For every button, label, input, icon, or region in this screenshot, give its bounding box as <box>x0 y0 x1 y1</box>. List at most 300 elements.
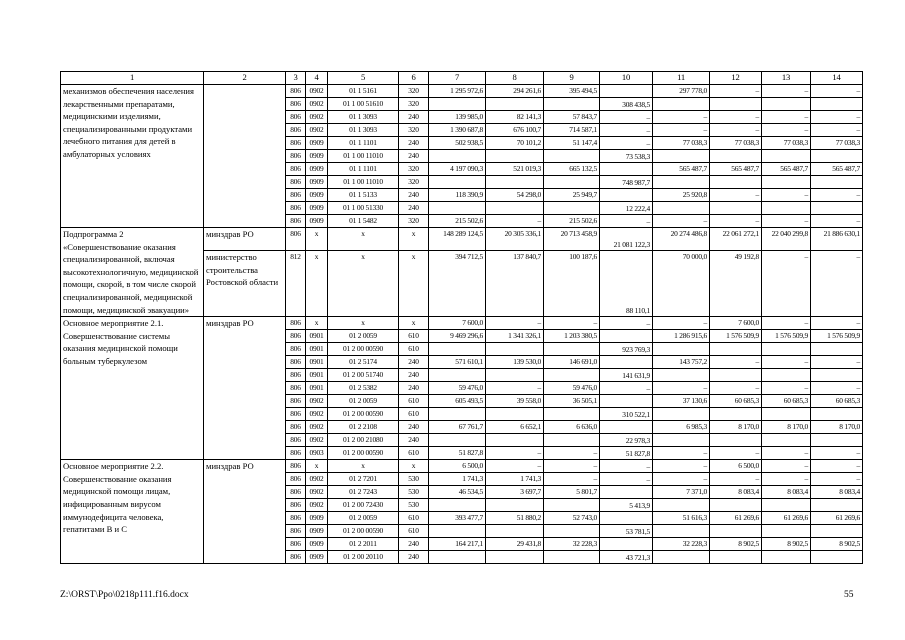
table-cell <box>486 98 544 111</box>
table-cell <box>653 551 710 564</box>
table-cell: x <box>328 317 399 330</box>
column-number-header: 1 <box>61 72 204 85</box>
table-cell: 57 843,7 <box>544 111 600 124</box>
table-cell: x <box>306 228 328 251</box>
table-cell: 806 <box>286 434 306 447</box>
table-cell: 01 1 3093 <box>328 111 399 124</box>
table-cell: 565 487,7 <box>710 163 762 176</box>
table-cell: 51 147,4 <box>544 137 600 150</box>
column-number-header: 8 <box>486 72 544 85</box>
page-number: 55 <box>844 590 854 600</box>
table-cell <box>762 434 811 447</box>
table-cell <box>762 408 811 421</box>
table-cell: 21 081 122,3 <box>600 228 653 251</box>
table-cell <box>762 176 811 189</box>
column-number-header: 6 <box>399 72 429 85</box>
table-cell: 01 1 5161 <box>328 85 399 98</box>
table-cell: 51 827,8 <box>600 447 653 460</box>
table-cell: 7 600,0 <box>429 317 486 330</box>
table-cell: 610 <box>399 330 429 343</box>
table-cell: 8 083,4 <box>762 486 811 499</box>
table-cell <box>600 538 653 551</box>
column-number-header: 5 <box>328 72 399 85</box>
table-cell: – <box>600 124 653 137</box>
table-cell: – <box>710 189 762 202</box>
table-cell: 806 <box>286 228 306 251</box>
column-number-header: 11 <box>653 72 710 85</box>
table-cell <box>544 343 600 356</box>
table-cell: 37 130,6 <box>653 395 710 408</box>
table-cell: 806 <box>286 473 306 486</box>
table-cell: 1 286 915,6 <box>653 330 710 343</box>
table-cell: 521 019,3 <box>486 163 544 176</box>
table-cell: 6 985,3 <box>653 421 710 434</box>
table-cell <box>544 434 600 447</box>
table-cell: – <box>811 215 863 228</box>
table-cell: 54 298,0 <box>486 189 544 202</box>
table-cell: 01 1 1101 <box>328 163 399 176</box>
table-cell: 01 2 00 00590 <box>328 525 399 538</box>
table-cell: 5 801,7 <box>544 486 600 499</box>
table-cell: – <box>600 215 653 228</box>
table-cell: – <box>762 382 811 395</box>
table-cell: 320 <box>399 98 429 111</box>
program-title-cell: Основное мероприятие 2.2. Совершенствование оказания медицинской помощи лицам, инфицированным вирусом иммунодефицита человека, гепатитами B и C <box>61 460 204 564</box>
table-row <box>61 460 863 473</box>
table-cell: – <box>762 251 811 317</box>
table-cell <box>429 499 486 512</box>
table-cell: 1 390 687,8 <box>429 124 486 137</box>
table-cell: – <box>762 189 811 202</box>
table-cell: – <box>811 382 863 395</box>
table-cell: x <box>328 251 399 317</box>
table-cell <box>544 150 600 163</box>
table-cell: 8 902,5 <box>811 538 863 551</box>
table-cell: – <box>811 460 863 473</box>
table-cell <box>544 176 600 189</box>
table-cell: 52 743,0 <box>544 512 600 525</box>
table-cell: 70 000,0 <box>653 251 710 317</box>
table-cell: 320 <box>399 215 429 228</box>
table-cell: 1 576 509,9 <box>811 330 863 343</box>
table-cell: 7 600,0 <box>710 317 762 330</box>
table-cell: 100 187,6 <box>544 251 600 317</box>
table-cell: 60 685,3 <box>710 395 762 408</box>
table-cell <box>600 85 653 98</box>
table-cell <box>544 202 600 215</box>
table-cell: 0903 <box>306 447 328 460</box>
table-cell <box>544 369 600 382</box>
table-cell: 88 110,1 <box>600 251 653 317</box>
table-cell: 0902 <box>306 421 328 434</box>
executor-cell: минздрав РО <box>204 317 286 460</box>
table-cell <box>486 551 544 564</box>
table-cell <box>486 525 544 538</box>
table-cell: 0909 <box>306 150 328 163</box>
table-cell: – <box>544 473 600 486</box>
table-cell: 51 827,8 <box>429 447 486 460</box>
table-cell: 0909 <box>306 189 328 202</box>
table-cell: 806 <box>286 317 306 330</box>
table-cell <box>710 202 762 215</box>
table-cell <box>762 369 811 382</box>
table-cell <box>544 408 600 421</box>
table-cell: – <box>653 460 710 473</box>
table-cell: – <box>600 317 653 330</box>
table-cell <box>710 150 762 163</box>
table-cell: – <box>762 356 811 369</box>
table-cell: 240 <box>399 421 429 434</box>
table-cell: 0909 <box>306 512 328 525</box>
table-cell: 806 <box>286 447 306 460</box>
table-cell: x <box>306 460 328 473</box>
table-cell <box>486 434 544 447</box>
table-cell <box>710 551 762 564</box>
column-number-header: 10 <box>600 72 653 85</box>
table-cell: 502 938,5 <box>429 137 486 150</box>
table-cell: – <box>653 111 710 124</box>
column-number-header: 13 <box>762 72 811 85</box>
table-cell: 12 222,4 <box>600 202 653 215</box>
table-cell <box>762 202 811 215</box>
table-cell: – <box>762 124 811 137</box>
table-cell: 806 <box>286 421 306 434</box>
table-cell: 806 <box>286 512 306 525</box>
table-cell: – <box>544 317 600 330</box>
table-cell: 01 2 7201 <box>328 473 399 486</box>
table-cell: – <box>486 460 544 473</box>
table-cell: – <box>653 124 710 137</box>
table-cell: – <box>486 215 544 228</box>
table-cell: 294 261,6 <box>486 85 544 98</box>
table-cell: 01 1 00 51610 <box>328 98 399 111</box>
table-cell: 676 100,7 <box>486 124 544 137</box>
table-cell: 1 741,3 <box>429 473 486 486</box>
table-cell <box>811 343 863 356</box>
table-cell <box>486 343 544 356</box>
program-title-cell: механизмов обеспечения населения лекарственными препаратами, медицинскими изделиями, специализированными продуктами лечебного питания для детей в амбулаторных условиях <box>61 85 204 228</box>
table-cell <box>762 525 811 538</box>
table-cell <box>653 343 710 356</box>
table-cell: 32 228,3 <box>544 538 600 551</box>
table-cell: 77 038,3 <box>762 137 811 150</box>
table-cell: – <box>600 460 653 473</box>
table-cell: 240 <box>399 538 429 551</box>
table-cell: 25 949,7 <box>544 189 600 202</box>
table-cell <box>710 343 762 356</box>
table-cell <box>710 176 762 189</box>
table-cell: 0909 <box>306 215 328 228</box>
table-cell <box>486 202 544 215</box>
table-cell <box>429 434 486 447</box>
table-cell <box>762 343 811 356</box>
budget-table <box>60 71 863 564</box>
table-cell: – <box>710 124 762 137</box>
table-cell: – <box>811 85 863 98</box>
table-cell: 148 289 124,5 <box>429 228 486 251</box>
executor-cell: минздрав РО <box>204 228 286 251</box>
table-cell: 20 274 486,8 <box>653 228 710 251</box>
table-cell: 139 985,0 <box>429 111 486 124</box>
table-cell: – <box>544 447 600 460</box>
table-cell: – <box>600 473 653 486</box>
table-cell: – <box>811 447 863 460</box>
table-cell: – <box>486 447 544 460</box>
table-cell <box>653 369 710 382</box>
table-cell <box>486 369 544 382</box>
table-cell: 806 <box>286 551 306 564</box>
table-cell <box>762 551 811 564</box>
table-cell: 806 <box>286 525 306 538</box>
table-cell <box>544 525 600 538</box>
table-cell: – <box>653 473 710 486</box>
table-cell: 1 741,3 <box>486 473 544 486</box>
table-cell: 82 141,3 <box>486 111 544 124</box>
table-cell: 137 840,7 <box>486 251 544 317</box>
table-cell <box>653 98 710 111</box>
table-cell: 77 038,3 <box>653 137 710 150</box>
table-cell <box>811 369 863 382</box>
table-cell: 215 502,6 <box>429 215 486 228</box>
table-cell: 240 <box>399 382 429 395</box>
table-cell: 77 038,3 <box>811 137 863 150</box>
table-cell: 240 <box>399 189 429 202</box>
table-cell: 0909 <box>306 202 328 215</box>
table-cell: 53 781,5 <box>600 525 653 538</box>
table-cell: 61 269,6 <box>811 512 863 525</box>
table-cell: 605 493,5 <box>429 395 486 408</box>
table-cell: 806 <box>286 85 306 98</box>
table-cell: – <box>653 447 710 460</box>
table-cell: 394 712,5 <box>429 251 486 317</box>
table-cell: 0901 <box>306 382 328 395</box>
table-cell: 240 <box>399 150 429 163</box>
table-cell: 3 697,7 <box>486 486 544 499</box>
table-cell: – <box>811 317 863 330</box>
table-cell: 61 269,6 <box>710 512 762 525</box>
table-cell: 0902 <box>306 499 328 512</box>
table-cell <box>544 499 600 512</box>
table-cell: – <box>811 111 863 124</box>
table-cell <box>762 98 811 111</box>
table-cell: 01 2 0059 <box>328 330 399 343</box>
table-cell <box>710 369 762 382</box>
table-cell: 6 636,0 <box>544 421 600 434</box>
table-cell: 806 <box>286 343 306 356</box>
table-cell: 0901 <box>306 369 328 382</box>
table-cell: – <box>811 251 863 317</box>
table-cell: 806 <box>286 538 306 551</box>
table-cell: 806 <box>286 98 306 111</box>
table-cell: 8 170,0 <box>710 421 762 434</box>
table-cell: – <box>762 111 811 124</box>
table-cell: 143 757,2 <box>653 356 710 369</box>
table-cell: 01 2 5382 <box>328 382 399 395</box>
table-cell: 0902 <box>306 408 328 421</box>
table-cell: 01 2 00 00590 <box>328 343 399 356</box>
table-cell: 70 101,2 <box>486 137 544 150</box>
program-title-cell: Подпрограмма 2 «Совершенствование оказания специализированной, включая высокотехнологичную, медицинской помощи, скорой, в том числе скорой специализированной, медицинской помощи, медицинской эвакуации» <box>61 228 204 317</box>
table-cell <box>710 434 762 447</box>
table-cell: – <box>710 215 762 228</box>
table-cell: – <box>653 317 710 330</box>
table-cell: 240 <box>399 356 429 369</box>
table-cell: 1 576 509,9 <box>710 330 762 343</box>
table-cell: 806 <box>286 137 306 150</box>
table-cell: 806 <box>286 189 306 202</box>
table-cell: 610 <box>399 343 429 356</box>
table-cell: 0909 <box>306 551 328 564</box>
table-cell: 01 2 0059 <box>328 395 399 408</box>
column-number-header: 12 <box>710 72 762 85</box>
table-cell: 01 2 5174 <box>328 356 399 369</box>
table-cell <box>600 486 653 499</box>
table-cell: 4 197 090,3 <box>429 163 486 176</box>
table-cell: 320 <box>399 163 429 176</box>
table-cell <box>811 525 863 538</box>
table-cell <box>600 395 653 408</box>
table-cell <box>429 408 486 421</box>
table-cell: 610 <box>399 525 429 538</box>
table-cell <box>486 176 544 189</box>
table-cell: 215 502,6 <box>544 215 600 228</box>
table-cell: – <box>762 215 811 228</box>
table-cell: 25 920,8 <box>653 189 710 202</box>
table-cell: 806 <box>286 395 306 408</box>
table-cell: 0909 <box>306 176 328 189</box>
table-cell: 0901 <box>306 356 328 369</box>
table-cell <box>600 512 653 525</box>
table-cell: 806 <box>286 486 306 499</box>
table-cell <box>762 499 811 512</box>
table-cell: x <box>399 460 429 473</box>
table-cell <box>811 434 863 447</box>
executor-cell: минздрав РО <box>204 460 286 564</box>
table-cell: 118 390,9 <box>429 189 486 202</box>
table-cell: 01 1 00 11010 <box>328 176 399 189</box>
table-cell: 77 038,3 <box>710 137 762 150</box>
table-cell <box>429 551 486 564</box>
table-cell: 20 713 458,9 <box>544 228 600 251</box>
table-cell <box>811 150 863 163</box>
column-number-header: 14 <box>811 72 863 85</box>
table-cell <box>486 499 544 512</box>
table-cell: 01 1 5482 <box>328 215 399 228</box>
table-cell: 139 530,0 <box>486 356 544 369</box>
table-cell: 8 902,5 <box>710 538 762 551</box>
table-cell: 806 <box>286 150 306 163</box>
column-number-header: 2 <box>204 72 286 85</box>
table-cell <box>600 189 653 202</box>
table-cell: 61 269,6 <box>762 512 811 525</box>
table-row <box>61 317 863 330</box>
table-cell: 0902 <box>306 473 328 486</box>
table-cell <box>600 356 653 369</box>
table-cell: 32 228,3 <box>653 538 710 551</box>
table-cell: 310 522,1 <box>600 408 653 421</box>
table-cell: 610 <box>399 512 429 525</box>
table-cell <box>811 408 863 421</box>
table-cell <box>653 499 710 512</box>
table-cell: 01 2 2108 <box>328 421 399 434</box>
table-cell: 320 <box>399 85 429 98</box>
table-cell: 0902 <box>306 486 328 499</box>
table-cell: 59 476,0 <box>429 382 486 395</box>
table-cell: 22 978,3 <box>600 434 653 447</box>
table-cell: 806 <box>286 202 306 215</box>
table-cell: 5 413,9 <box>600 499 653 512</box>
table-cell: 8 170,0 <box>762 421 811 434</box>
table-cell: 36 505,1 <box>544 395 600 408</box>
table-cell <box>486 150 544 163</box>
column-number-header: 3 <box>286 72 306 85</box>
table-cell: – <box>762 317 811 330</box>
column-number-header: 7 <box>429 72 486 85</box>
table-cell: 0909 <box>306 137 328 150</box>
table-cell: 29 431,8 <box>486 538 544 551</box>
table-cell <box>429 150 486 163</box>
table-cell: 240 <box>399 434 429 447</box>
table-cell: – <box>653 215 710 228</box>
table-cell: 01 2 00 00590 <box>328 408 399 421</box>
table-cell: 0902 <box>306 434 328 447</box>
table-cell: 22 040 299,8 <box>762 228 811 251</box>
executor-cell <box>204 85 286 228</box>
table-cell: 320 <box>399 124 429 137</box>
table-row <box>61 228 863 251</box>
table-cell: 01 1 5133 <box>328 189 399 202</box>
table-cell: 806 <box>286 460 306 473</box>
table-cell <box>710 408 762 421</box>
table-cell: 806 <box>286 111 306 124</box>
table-cell: x <box>399 317 429 330</box>
table-cell: 565 487,7 <box>653 163 710 176</box>
table-cell: 530 <box>399 499 429 512</box>
table-cell <box>429 202 486 215</box>
table-cell: 49 192,8 <box>710 251 762 317</box>
program-title-cell: Основное мероприятие 2.1. Совершенствование системы оказания медицинской помощи больным туберкулезом <box>61 317 204 460</box>
table-cell: 806 <box>286 176 306 189</box>
table-cell: – <box>811 189 863 202</box>
table-cell: x <box>306 317 328 330</box>
table-cell: 240 <box>399 369 429 382</box>
table-cell: – <box>486 317 544 330</box>
table-cell: 01 2 00 72430 <box>328 499 399 512</box>
table-cell <box>811 551 863 564</box>
table-cell: x <box>399 251 429 317</box>
table-cell: 806 <box>286 215 306 228</box>
table-cell: 7 371,0 <box>653 486 710 499</box>
table-cell: x <box>328 228 399 251</box>
table-cell <box>710 499 762 512</box>
table-cell: – <box>710 447 762 460</box>
table-cell: – <box>600 382 653 395</box>
table-cell: 748 987,7 <box>600 176 653 189</box>
table-cell: – <box>710 382 762 395</box>
table-cell: 51 616,3 <box>653 512 710 525</box>
table-cell: 60 685,3 <box>762 395 811 408</box>
table-cell: 923 769,3 <box>600 343 653 356</box>
table-cell: x <box>328 460 399 473</box>
table-cell: 530 <box>399 473 429 486</box>
table-cell: – <box>486 382 544 395</box>
table-cell: – <box>811 124 863 137</box>
table-cell: 0909 <box>306 525 328 538</box>
footer-file-path: Z:\ORST\Ppo\0218p111.f16.docx <box>60 590 189 600</box>
table-cell <box>429 176 486 189</box>
table-cell: 806 <box>286 330 306 343</box>
table-cell: – <box>600 137 653 150</box>
